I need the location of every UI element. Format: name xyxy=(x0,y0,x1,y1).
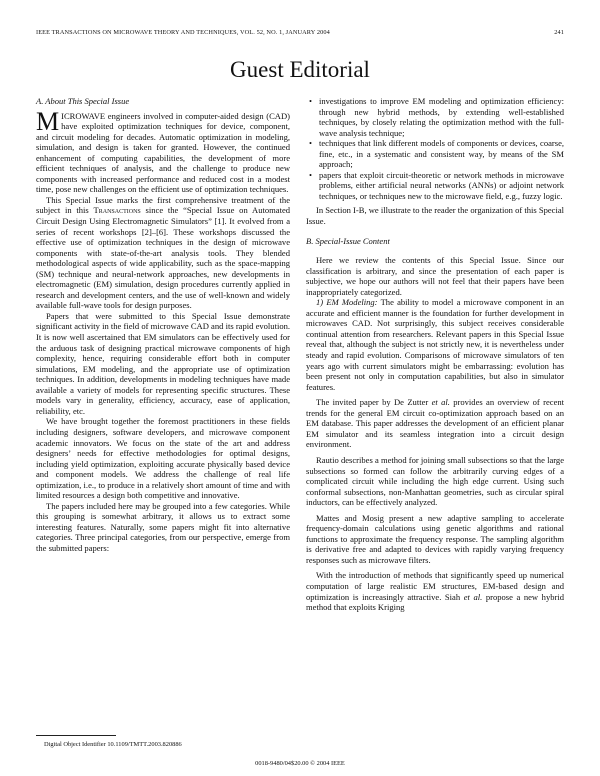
journal-running-title: IEEE TRANSACTIONS ON MICROWAVE THEORY AND TECHNIQUES, VOL. 52, NO. 1, JANUARY 2004 xyxy=(36,29,330,36)
etal-text: et al. xyxy=(431,397,450,408)
list-item-text: papers that exploit circuit-theoretic or network methods in microwave problems, either artificial neural networks (ANNs) or adjoint network techniques, or techniques new to the microwave field, e.g., fuzzy logic. xyxy=(319,169,564,201)
paragraph-2 xyxy=(36,195,290,311)
transactions-word: Transactions xyxy=(93,205,141,216)
paragraph-3: Papers that were submitted to this Special Issue demonstrate significant activity in the field of microwave CAD and its rapid evolution. It is now well ascertained that EM simulators can be effectively used for the arduous task of designing practical microwave components of high complexity, hence, requiring considerable effort both in computer simulations, EM modeling, and the appropriate use of optimization techniques. In addition, developments in modeling techniques have made available a variety of models for representing specific structures. These models vary in generality, efficiency, accuracy, ease of application, reliability, etc. xyxy=(36,310,290,416)
drop-cap: M xyxy=(36,106,60,136)
paragraph-2-a: This Special Issue marks the first comprehensive treatment of the subject in this xyxy=(36,194,290,216)
bullet-icon: • xyxy=(309,169,312,180)
list-item-text: techniques that link different models of components or devices, coarse, fine, etc., in a systematic and consistent way, by means of the SM approach; xyxy=(319,138,564,170)
dezutter-text-b: provides an overview of recent trends for the general EM circuit co-optimization approach based on an EM database. This paper addresses the development of an efficient planar EM simulator and its seamless integration into a circuit design environment. xyxy=(306,397,565,450)
paragraph-4: We have brought together the foremost practitioners in these fields including designers, software developers, and microwave component academic innovators. We focus on the state of the art and address designers’ needs for effective methodologies for optimal designs, including yield optimization, exploiting accurate physically based device and component models. We address the challenge of real life optimization, i.e., to produce in a relatively short amount of time and with limited resources a design both competitive and innovative. xyxy=(36,416,290,501)
running-head xyxy=(36,29,564,36)
em-modeling-label: 1) EM Modeling: xyxy=(316,297,378,308)
siah-text-a: With the introduction of methods that significantly speed up numerical computation of large realistic EM structures, EM-based design and optimization is increasingly attractive. Siah xyxy=(306,570,564,602)
list-item xyxy=(309,169,564,202)
category-list xyxy=(306,96,564,201)
bullet-icon: • xyxy=(309,138,312,149)
em-modeling-paragraph xyxy=(306,297,564,392)
section-b-heading: B. Special-Issue Content xyxy=(306,235,390,246)
em-modeling-text: The ability to model a microwave component in an accurate and efficient manner is the foundation for further development in microwaves CAD. Not surprisingly, this subject receives considerable continual attention from researchers. Relevant papers in this Special Issue reveal that, although the subject is not strictly new, it is nevertheless under steady and rapid evolution. Comparisons of microwave simulators of ten years ago with current simulators might be embarrassing: evolution has been present not only in computation capabilities, but also in simulator features. xyxy=(306,297,564,392)
intro-paragraph xyxy=(36,106,290,195)
section-b-paragraph-1: Here we review the contents of this Special Issue. Since our classification is arbitrary, and since the presentation of each paper is subjective, we hope our authors will not feel that their papers have been inappropriately categorized. xyxy=(306,255,564,297)
dezutter-text-a: The invited paper by De Zutter xyxy=(316,397,432,408)
organization-note: In Section I-B, we illustrate to the reader the organization of this Special Issue. xyxy=(306,205,564,227)
bullet-icon: • xyxy=(309,96,312,106)
siah-text-b: propose a new hybrid method that exploits Kriging xyxy=(306,591,565,613)
intro-paragraph-text: ICROWAVE engineers involved in computer-aided design (CAD) have exploited optimization techniques for device, component, and circuit modeling for decades. Automatic optimization in modeling, simulation, and design is taken for granted. However, the continued enhancement of computing capabilities, the development of more efficient techniques of analysis, and the challenge to produce new components with increased performance and reduced cost in a modest time, pose new challenges on the efficient use of optimization techniques. xyxy=(36,110,290,195)
article-title: Guest Editorial xyxy=(230,57,370,82)
siah-paragraph xyxy=(306,570,564,612)
doi-footnote: Digital Object Identifier 10.1109/TMTT.2003.820886 xyxy=(44,741,182,748)
right-column xyxy=(306,96,564,613)
list-item xyxy=(309,138,564,170)
paragraph-5: The papers included here may be grouped into a few categories. While this grouping is somewhat arbitrary, it allows us to extract some interesting features. Naturally, some papers might fit into alternative categories. Three principal categories, from our perspective, emerge from the submitted papers: xyxy=(36,500,290,553)
footnote-divider xyxy=(36,735,116,736)
etal-text: et al. xyxy=(463,591,483,602)
dezutter-paragraph xyxy=(306,397,564,450)
section-a-heading: A. About This Special Issue xyxy=(36,96,130,106)
list-item xyxy=(309,96,564,138)
rautio-paragraph: Rautio describes a method for joining small subsections so that the large subsections so formed can follow the arbitrarily curving edges of a complicated circuit while including the high edge current. Using such conformal subsections, non-Manhattan geometries, such as circular spiral inductors, can be effectively analyzed. xyxy=(306,454,564,508)
page-number: 241 xyxy=(554,29,564,36)
copyright-footer: 0018-9480/04$20.00 © 2004 IEEE xyxy=(255,760,345,767)
list-item-text: investigations to improve EM modeling and optimization efficiency: through new hybrid methods, by extending well-established techniques, by closely relating the optimization method with the full-wave analysis technique; xyxy=(319,96,564,138)
paragraph-2-b: since the “Special Issue on Automated Circuit Design Using Electromagnetic Simulators” [1]. It evolved from a series of recent workshops [2]–[6]. These workshops discussed the effective use of optimization techniques in the design of microwave components with state-of-the-art analysis tools. They blended methodological aspects of wide applicability, such as the space-mapping (SM) technique and neural-network approaches, new developments in electromagnetic (EM) simulation, design procedures currently applied in research and development centers, and the use of well-known and widely available full-wave tools for design purposes. xyxy=(36,205,291,311)
mattes-paragraph: Mattes and Mosig present a new adaptive sampling to accelerate frequency-domain calculations using genetic algorithms and rational functions to approximate the frequency response. The sampling algorithm is derivative free and adapted to devices with rapidly varying frequency responses such as microwave filters. xyxy=(306,512,564,565)
left-column xyxy=(36,96,290,554)
